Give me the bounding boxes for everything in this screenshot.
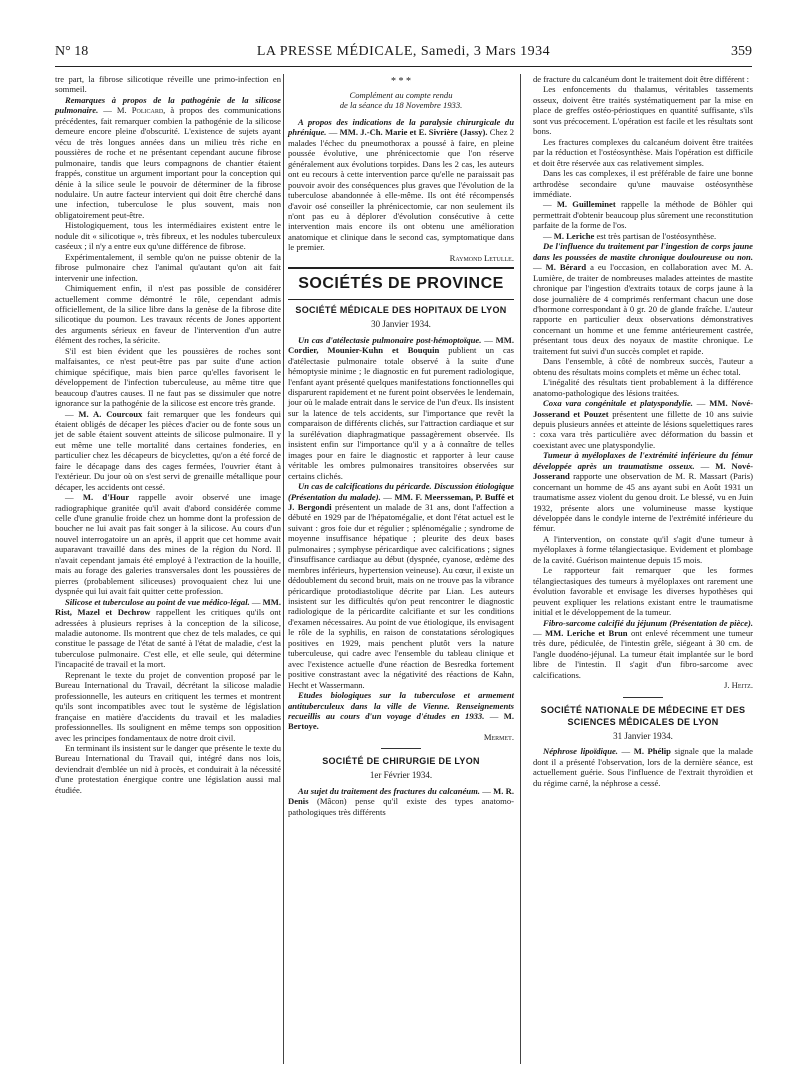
issue-number: N° 18 bbox=[55, 44, 89, 59]
paragraph: Les fractures complexes du calcanéum doivent être traitées par la réduction et l'ostéosynthèse. Mais l'opération est difficile et doit être réservée aux cas relativement simples. bbox=[533, 136, 753, 168]
paragraph: S'il est bien évident que les poussières de roches sont malfaisantes, ce n'est peut-être pas par suite d'une action chimique spécifique, mais bien parce qu'elles favorisent le développement de l'infection tuberculeuse, au même titre que beaucoup d'autres causes. Il ne faut pas se dissimuler que notre ignorance sur la pathogénie de la silicose est encore très grande. bbox=[55, 345, 281, 409]
paragraph: — M. A. Courcoux fait remarquer que les fondeurs qui étaient obligés de décaper les pièces d'acier ou de fonte sous un jet de sable étaient souvent atteints de silicose pulmonaire. Il y eut même une telle mortalité dans certaines fonderies, en particulier chez les décapeurs de bicyclettes, qu'on a été forcé de faire le décapage dans des cages fermées, l'ouvrier étant à l'extérieur. Du jour où on s'est servi de grenaille métallique pour décaper, les accidents ont cessé. bbox=[55, 408, 281, 492]
header-rule bbox=[55, 66, 752, 67]
paragraph: Histologiquement, tous les intermédiaires existent entre le nodule dit « silicotique », très fibreux, et les nodules tuberculeux caséeux ; il n'y a entre eux qu'une différence de fibrose. bbox=[55, 220, 281, 252]
paragraph: de fracture du calcanéum dont le traitement doit être différent : bbox=[533, 74, 750, 84]
signature: Raymond Letulle. bbox=[449, 252, 514, 263]
paragraph: — M. Leriche est très partisan de l'ostéosynthèse. bbox=[543, 230, 717, 241]
society-title: SOCIÉTÉ MÉDICALE DES HOPITAUX DE LYON bbox=[295, 305, 507, 316]
separator bbox=[623, 697, 663, 698]
article-atelectasie: Un cas d'atélectasie pulmonaire post-hémoptoïque. — MM. Cordier, Mounier-Kuhn et Bouquin publient un cas d'atélectasie pulmonaire totale observé à la suite d'une hémoptysie minime ; le diagnostic en fut purement radiologique, l'enfant ayant présenté quelques manifestations fonctionnelles qui disparurent rapidement et ne furent point observées le lendemain, jour où le malade entrait dans le service de l'un d'eux. Ils insistent sur la latence de tels accidents, sur l'importance que revêt la comparaison de différents clichés, sur l'attraction cardiaque et sur la surélévation diaphragmatique passagèrement observée. Ils insistent enfin sur l'importance qu'il y a à connaître de telles images pour en faire le diagnostic et rapporter à leur cause véritable les ombres pulmonaires transitoires observées sur certains clichés. bbox=[288, 334, 515, 481]
paragraph: Chimiquement enfin, il n'est pas possible de considérer actuellement comme démontré le rôle, cependant admis officiellement, de la silice libre dans la genèse de la fibrose dite silicotique du poumon. Les travaux récents de Jones apportent des arguments sérieux en faveur de l'intervention d'un autre élément des roches, la séricite. bbox=[55, 283, 281, 346]
section-title: SOCIÉTÉS DE PROVINCE bbox=[288, 267, 514, 300]
paragraph: — M. Guilleminet rappelle la méthode de Böhler qui permettrait d'obtenir beaucoup plus sûrement une reconstitution parfaite de la forme de l'os. bbox=[533, 199, 753, 231]
article-pericarde: Un cas de calcifications du péricarde. Discussion étiologique (Présentation du malade). — MM. F. Meersseman, P. Buffé et J. Bergondi présentent un malade de 31 ans, dont l'affection a débuté en 1929 par de l'hépatomégalie, et dont l'état actuel est le suivant : gros foie dur et régulier ; splénomégalie ; syndrome de moyenne insuffisance hépatique ; pleurite des deux bases pulmonaires ; symphyse péricardique avec calcifications ; signes d'insuffisance cardiaque au début (dyspnée, cyanose, œdème des membres inférieurs, hypertension veineuse). Au cœur, il existe un dédoublement du second bruit, mais on ne trouve pas la vibrance péricardique protodiastolique décrite par Lian. Les auteurs insistent sur les difficultés qu'on peut rencontrer le diagnostic radiologique de la péricardite calcifiante et sur les conditions d'examen nécessaires. Au point de vue étiologique, ils envisagent le rôle de la syphilis, en raison de constatations sérologiques positives en 1929, mais penchent plutôt vers la nature tuberculeuse, qui cadre avec l'ensemble du tableau clinique et avec l'existence actuelle d'une réaction de Besredka fortement positive constrastant avec la négativité des réactions de Kahn, Hecht et Wassermann. bbox=[288, 481, 515, 690]
paragraph: Dans les cas complexes, il est préférable de faire une bonne arthrodèse secondaire qu'une mauvaise ostéosynthèse immédiate. bbox=[533, 168, 753, 199]
society-title: SOCIÉTÉ NATIONALE DE MÉDECINE ET DES SCIENCES MÉDICALES DE LYON bbox=[540, 704, 746, 727]
article-remarques: Remarques à propos de la pathogénie de la silicose pulmonaire. — M. Policard, à propos des communications précédentes, fait remarquer combien la pathogénie de la silicose demeure encore pleine d'obscurité. L'existence de sujets ayant vécu de très longues années dans un milieu très riche en poussières de roche et ne présentant cependant aucune fibrose pulmonaire, tandis que leurs compagnons de chantier étaient frappés, constitue un argument important pour la conception qui dénie à la silice seule le pouvoir de déterminer de la fibrose nodulaire. Un autre facteur intervient qui doit être cherché dans une infection, tuberculose le plus souvent, mais non obligatoirement peut-être. bbox=[55, 94, 281, 220]
meeting-date: 30 Janvier 1934. bbox=[371, 319, 431, 330]
paragraph: Reprenant le texte du projet de convention proposé par le Bureau International du Travail, décrétant la silicose maladie professionnelle, les auteurs en critiquent les termes et montrent qu'ils sont incompatibles avec tout le système de législation française en matière d'accidents du travail et les maladies professionnelles. Ils soulignent en même temps son opposition avec les principes fondamentaux de notre droit civil. bbox=[55, 669, 281, 743]
column-divider bbox=[520, 74, 521, 1064]
paragraph: L'inégalité des résultats tient probablement à la différence anatomo-pathologique des lésions traitées. bbox=[533, 377, 753, 398]
column-3 bbox=[533, 74, 753, 788]
paragraph: Les enfoncements du thalamus, véritables tassements osseux, doivent être traités systématiquement par la mise en place de greffes ostéo-périostiques en quantité suffisante, s'ils sont vus précocement. L'opération est facile et les résultats sont bons. bbox=[533, 84, 753, 137]
column-divider bbox=[283, 74, 284, 1064]
society-title: SOCIÉTÉ DE CHIRURGIE DE LYON bbox=[322, 756, 480, 767]
meeting-date: 31 Janvier 1934. bbox=[613, 730, 673, 741]
article-mastite: De l'influence du traitement par l'ingestion de corps jaune dans les poussées de mastite chronique douloureuse ou non. — M. Bérard a eu l'occasion, en collaboration avec M. A. Lumière, de traiter de nombreuses malades atteintes de mastite chronique par l'ingestion d'extraits totaux de corps jaune à la dose journalière de 4 comprimés renfermant chacun une dose d'hormone correspondant à 0 gr. 20 de glande fraîche. L'auteur rapporte en particulier deux observations démonstratives concernant un homme et une femme antérieurement castrée, présentant tous deux des noyaux de mastite chronique. Le traitement fut suivi d'un succès complet et rapide. bbox=[533, 241, 753, 356]
page-number: 359 bbox=[731, 44, 752, 59]
page-header bbox=[55, 44, 752, 68]
meeting-date: 1er Février 1934. bbox=[369, 770, 433, 781]
complement-line: de la séance du 18 Novembre 1933. bbox=[339, 100, 463, 111]
paragraph: Expérimentalement, il semble qu'on ne puisse obtenir de la fibrose pulmonaire chez l'animal qu'autant qu'on ait fait intervenir une infection. bbox=[55, 251, 281, 283]
paragraph: En terminant ils insistent sur le danger que présente le texte du Bureau International du Travail qui, intégré dans nos lois, deviendrait d'emblée un nid à procès, et conduirait à la nécessité d'une protestation énergique contre une législation aussi mal étudiée. bbox=[55, 743, 281, 795]
article-calcaneum: Au sujet du traitement des fractures du calcanéum. — M. R. Denis (Mâcon) pense qu'il existe des types anatomo-pathologiques très différents bbox=[288, 785, 515, 817]
signature: Mermet. bbox=[483, 731, 514, 742]
paragraph: Le rapporteur fait remarquer que les formes télangiectasiques des tumeurs à myéloplaxes ont rarement une évolution favorable et envisage les diverses hypothèses qui peuvent expliquer les relations existant entre le traumatisme initial et le développement de la tumeur. bbox=[533, 565, 753, 618]
article-tumeur: Tumeur à myéloplaxes de l'extrémité inférieure du fémur développée après un traumatisme osseux. — M. Nové-Josserand rapporte une observation de M. R. Massart (Paris) concernant un homme de 45 ans ayant subi en Août 1931 un traumatisme assez violent du genou droit. Le blessé, vu en Juin 1932, présente alors une volumineuse masse kystique développée dans le condyle interne de l'extrémité inférieure du fémur. bbox=[533, 450, 753, 534]
article-silicose: Silicose et tuberculose au point de vue médico-légal. — MM. Rist, Mazel et Dechrow rappellent les critiques qu'ils ont adressées à plusieurs reprises à la conception de la silicose, maladie autonome. Ils montrent que chez de tels malades, ce qui constitue le passage de l'état de santé à l'état de maladie, c'est la tuberculose pulmonaire. C'est elle, et elle seule, qui détermine l'incapacité de travail et la mort. bbox=[55, 596, 282, 670]
article-coxa-vara: Coxa vara congénitale et platyspondylie. — MM. Nové-Josserand et Pouzet présentent une fillette de 10 ans suivie depuis plusieurs années et atteinte de lésions squelettiques rares : coxa vara très particulière avec déformation du bassin et coexistant avec une platyspondylie. bbox=[533, 398, 753, 450]
column-1 bbox=[55, 74, 281, 795]
paragraph: A l'intervention, on constate qu'il s'agit d'une tumeur à myéloplaxes à forme télangiectasique. Evidement et plombage de la cavité. Guérison maintenue depuis 15 mois. bbox=[533, 533, 753, 565]
complement-line: Complément au compte rendu bbox=[349, 90, 453, 100]
paragraph: tre part, la fibrose silicotique réveille une primo-infection en sommeil. bbox=[55, 74, 281, 95]
separator bbox=[381, 748, 421, 749]
article-fibro-sarcome: Fibro-sarcome calcifié du jéjunum (Présentation de pièce). — MM. Leriche et Brun ont enlevé récemment une tumeur très dure, pédiculée, de l'intestin grêle, siégeant à 30 cm. de l'angle duodéno-jéjunal. La tumeur était implantée sur le bord libre de l'intestin. Il s'agit d'un fibro-sarcome avec calcifications. bbox=[533, 617, 753, 680]
article-vienne: Etudes biologiques sur la tuberculose et armement antituberculeux dans la ville de Vienne. Renseignements recueillis au cours d'un voyage d'études en 1933. — M. Bertoye. bbox=[288, 690, 515, 732]
article-phrenique: A propos des indications de la paralysie chirurgicale du phrénique. — MM. J.-Ch. Marie et E. Sivrière (Jassy). Chez 2 malades l'échec du pneumothorax a poussé à faire, en pleine poussée évolutive, une phrénicectomie que l'on réserve généralement aux évolutions torpides. Dans les 2 cas, les auteurs ont eu recours à cette intervention parce qu'elle ne paraissait pas pouvoir avoir des conséquences plus graves que l'évolution de la tuberculose abandonnée à elle-même. Ils ont été récompensés d'avoir osé conseiller la phrénicectomie, car non seulement ils n'ont pas eu à déplorer d'évolution consécutive à cette intervention mais encore ils ont obtenu une amélioration anatomique et clinique dans le second cas, symptomatique dans le premier. bbox=[288, 116, 514, 253]
section-stars: * * * bbox=[391, 76, 411, 87]
paragraph: Dans l'ensemble, à côté de nombreux succès, l'auteur a obtenu des résultats moins complets et même un échec total. bbox=[533, 356, 753, 377]
signature: J. Heitz. bbox=[724, 680, 753, 691]
paragraph: — M. d'Hour rappelle avoir observé une image radiographique granitée qu'il avait d'abord considérée comme celle d'une granulie froide chez un homme dont la profession de boucher ne lui avait pas fait songer à la silicose. Au cours d'un nouvel interrogatoire un an après, il apprit que cet homme avait auparavant travaillé dans des mines de la région du Nord. Il n'avait cependant jamais été employé à l'extraction de la houille, mais au forage des galeries transversales dont les poussières de pierres (probablement siliceuses) provoquaient chez lui une dyspnée qui lui avait fait quitter cette profession. bbox=[55, 492, 281, 597]
journal-title: LA PRESSE MÉDICALE, Samedi, 3 Mars 1934 bbox=[256, 44, 551, 59]
column-2 bbox=[288, 74, 514, 817]
article-nephrose: Néphrose lipoïdique. — M. Phélip signale que la malade dont il a présenté l'observation, lors de la dernière séance, est actuellement guérie. Sous l'influence de l'extrait thyroïdien et du régime carné, la néphrose a cessé. bbox=[533, 746, 753, 788]
